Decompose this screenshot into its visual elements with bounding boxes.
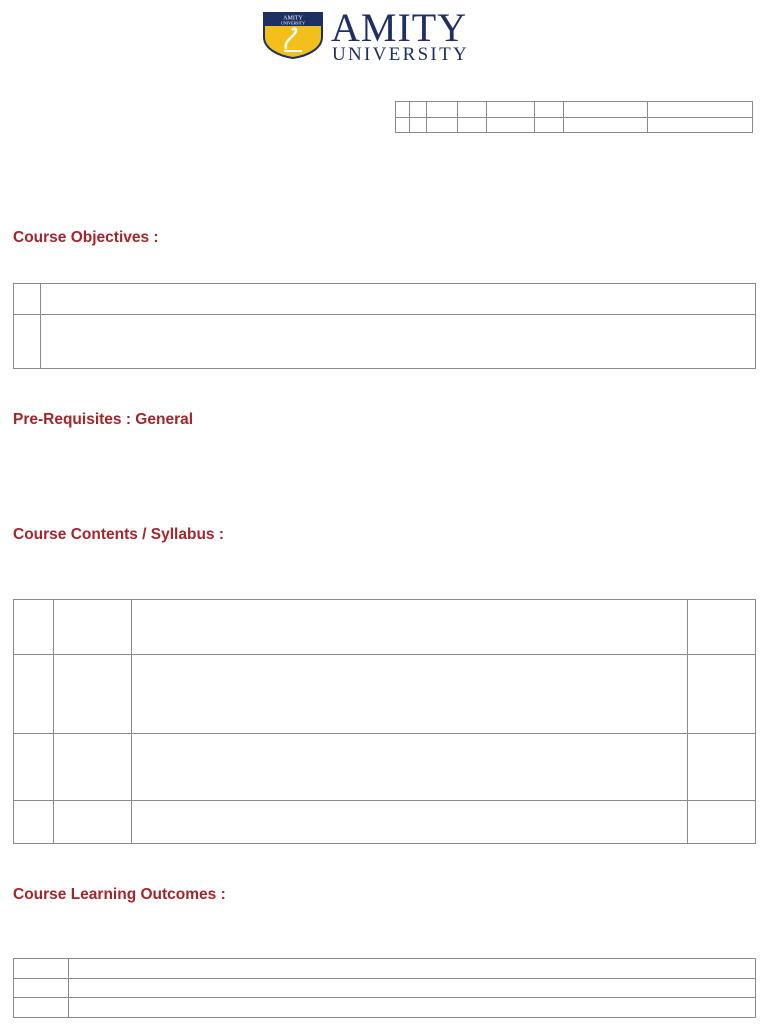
table-row [14,734,756,801]
table-row [14,801,756,844]
course-outcomes-heading: Course Learning Outcomes : [13,886,226,903]
outcomes-table [13,958,756,1018]
svg-text:UNIVERSITY: UNIVERSITY [281,20,305,26]
course-code-row [396,118,753,133]
amity-crest-icon [262,11,324,59]
logo-word-amity: AMITY [331,5,468,50]
course-contents-heading: Course Contents / Syllabus : [13,526,225,543]
table-row [14,979,756,998]
table-row [14,998,756,1018]
svg-text:AMITY: AMITY [283,15,303,22]
table-row [14,655,756,734]
prerequisites-heading: Pre-Requisites : General [13,411,194,428]
amity-logo [262,5,508,65]
course-code-row [396,102,753,118]
table-row [14,959,756,979]
course-objectives-table [13,283,756,369]
course-objectives-heading: Course Objectives : [13,229,159,246]
syllabus-table [13,599,756,844]
table-row [14,284,756,315]
table-row [14,600,756,655]
logo-word-university: UNIVERSITY [332,44,469,65]
course-code-table [395,101,753,133]
table-row [14,315,756,369]
